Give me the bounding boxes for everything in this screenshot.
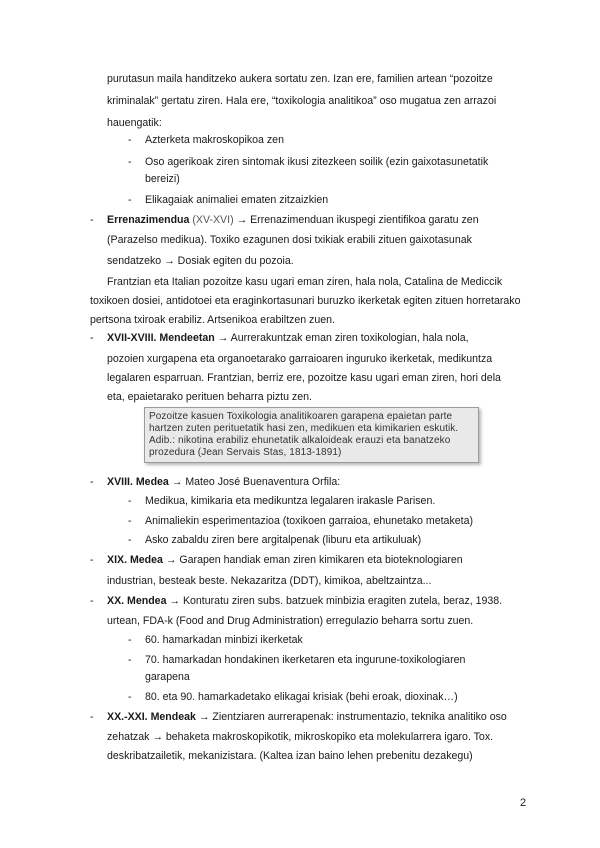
c20-21-text: → Zientziaren aurrerapenak: instrumentazio, teknika analitiko oso [198, 711, 507, 723]
list-bullet: - [128, 654, 132, 666]
list-item-continuation: bereizi) [145, 173, 180, 185]
page-number: 2 [520, 797, 527, 809]
intro-line-2: kriminalak” gertatu ziren. Hala ere, “toxikologia analitikoa” oso mugatua zen arrazoi [107, 95, 497, 107]
list-bullet: - [90, 476, 94, 488]
quote-box [144, 407, 479, 463]
c20-21-line-3: deskribatzailetik, mekanizistara. (Kaltea izan baino lehen prebenitu dezakegu) [107, 750, 473, 762]
c20-line-1 [107, 594, 502, 608]
c20-21-term: XX.-XXI. Mendeak [107, 711, 196, 723]
c19-line-2: industrian, besteak beste. Nekazaritza (DDT), kimikoa, abeltzaintza... [107, 575, 432, 587]
list-bullet: - [90, 332, 94, 344]
list-item: Azterketa makroskopikoa zen [145, 134, 284, 146]
quote-line-2: hartzen zuten perituetatik hasi zen, medikuen eta kimikarien eskutik. [149, 423, 459, 434]
list-item-continuation: garapena [145, 671, 190, 683]
renaissance-line-2: (Parazelso medikua). Toxiko ezagunen dosi txikiak erabili zituen gaixotasunak [107, 234, 472, 246]
list-item: Medikua, kimikaria eta medikuntza legalaren irakasle Parisen. [145, 495, 436, 507]
list-bullet: - [128, 495, 132, 507]
list-item: Elikagaiak animaliei ematen zitzaizkien [145, 194, 329, 206]
list-item: Oso agerikoak ziren sintomak ikusi zitezkeen soilik (ezin gaixotasunetatik [145, 156, 489, 168]
list-bullet: - [128, 194, 132, 206]
quote-line-1: Pozoitze kasuen Toxikologia analitikoaren garapena epaietan parte [149, 411, 453, 422]
list-bullet: - [128, 634, 132, 646]
renaissance-line-3: sendatzeko → Dosiak egiten du pozoia. [107, 255, 294, 267]
quote-line-4: prozedura (Jean Servais Stas, 1813-1891) [149, 447, 342, 458]
c17-18-text: → Aurrerakuntzak eman ziren toxikologian, hala nola, [217, 332, 469, 344]
c17-18-line-3: legalaren esparruan. Frantzian, berriz ere, pozoitze kasu ugari eman ziren, hori dela [107, 372, 501, 384]
c17-18-line-4: eta, epaietarako perituen beharra piztu zen. [107, 391, 312, 403]
renaissance-p2-line-2: toxikoen dosiei, antidotoei eta eraginkortasunari buruzko ikerketak egiten zituen horretarako [90, 295, 521, 307]
list-bullet: - [128, 691, 132, 703]
renaissance-line-1 [107, 213, 479, 227]
c19-term: XIX. Medea [107, 554, 163, 566]
c18-text: → Mateo José Buenaventura Orfila: [171, 476, 341, 488]
list-item: Animaliekin esperimentazioa (toxikoen garraioa, ehunetako metaketa) [145, 515, 473, 527]
list-item: 60. hamarkadan minbizi ikerketak [145, 634, 303, 646]
c20-text: → Konturatu ziren subs. batzuek minbizia eragiten zutela, beraz, 1938. [169, 595, 503, 607]
c19-text: → Garapen handiak eman ziren kimikaren eta bioteknologiaren [165, 554, 463, 566]
c18-line-1 [107, 475, 340, 489]
c20-21-line-2: zehatzak → behaketa makroskopikotik, mikroskopiko eta molekularrera igaro. Tox. [107, 731, 494, 743]
renaissance-period: (XV-XVI) [192, 214, 234, 226]
intro-line-1: purutasun maila handitzeko aukera sortatu zen. Izan ere, familien artean “pozoitze [107, 73, 493, 85]
list-bullet: - [90, 554, 94, 566]
c19-line-1 [107, 553, 463, 567]
renaissance-text: → Errenazimenduan ikuspegi zientifikoa garatu zen [236, 214, 479, 226]
list-item: 70. hamarkadan hondakinen ikerketaren eta ingurune-toxikologiaren [145, 654, 466, 666]
list-bullet: - [128, 534, 132, 546]
list-bullet: - [90, 711, 94, 723]
c17-18-term: XVII-XVIII. Mendeetan [107, 332, 215, 344]
list-bullet: - [90, 214, 94, 226]
c17-18-line-2: pozoien xurgapena eta organoetarako garraioaren inguruko ikerketak, medikuntza [107, 353, 493, 365]
c17-18-line-1 [107, 331, 469, 345]
list-bullet: - [128, 156, 132, 168]
c20-line-2: urtean, FDA-k (Food and Drug Administration) erregulazio beharra sortu zuen. [107, 615, 474, 627]
c18-term: XVIII. Medea [107, 476, 169, 488]
renaissance-term: Errenazimendua [107, 214, 190, 226]
intro-line-3: hauengatik: [107, 117, 162, 129]
quote-line-3: Adib.: nikotina erabiliz ehunetatik alkaloideak erauzi eta banatzeko [149, 435, 451, 446]
renaissance-p2-line-1: Frantzian eta Italian pozoitze kasu ugari eman ziren, hala nola, Catalina de Mediccik [107, 276, 503, 288]
list-item: Asko zabaldu ziren bere argitalpenak (liburu eta artikuluak) [145, 534, 422, 546]
list-bullet: - [128, 134, 132, 146]
renaissance-p2-line-3: pertsona txiroak erabiliz. Artsenikoa erabiltzen zuen. [90, 314, 335, 326]
list-item: 80. eta 90. hamarkadetako elikagai krisiak (behi eroak, dioxinak…) [145, 691, 458, 703]
c20-21-line-1 [107, 710, 507, 724]
c20-term: XX. Mendea [107, 595, 167, 607]
list-bullet: - [128, 515, 132, 527]
list-bullet: - [90, 595, 94, 607]
